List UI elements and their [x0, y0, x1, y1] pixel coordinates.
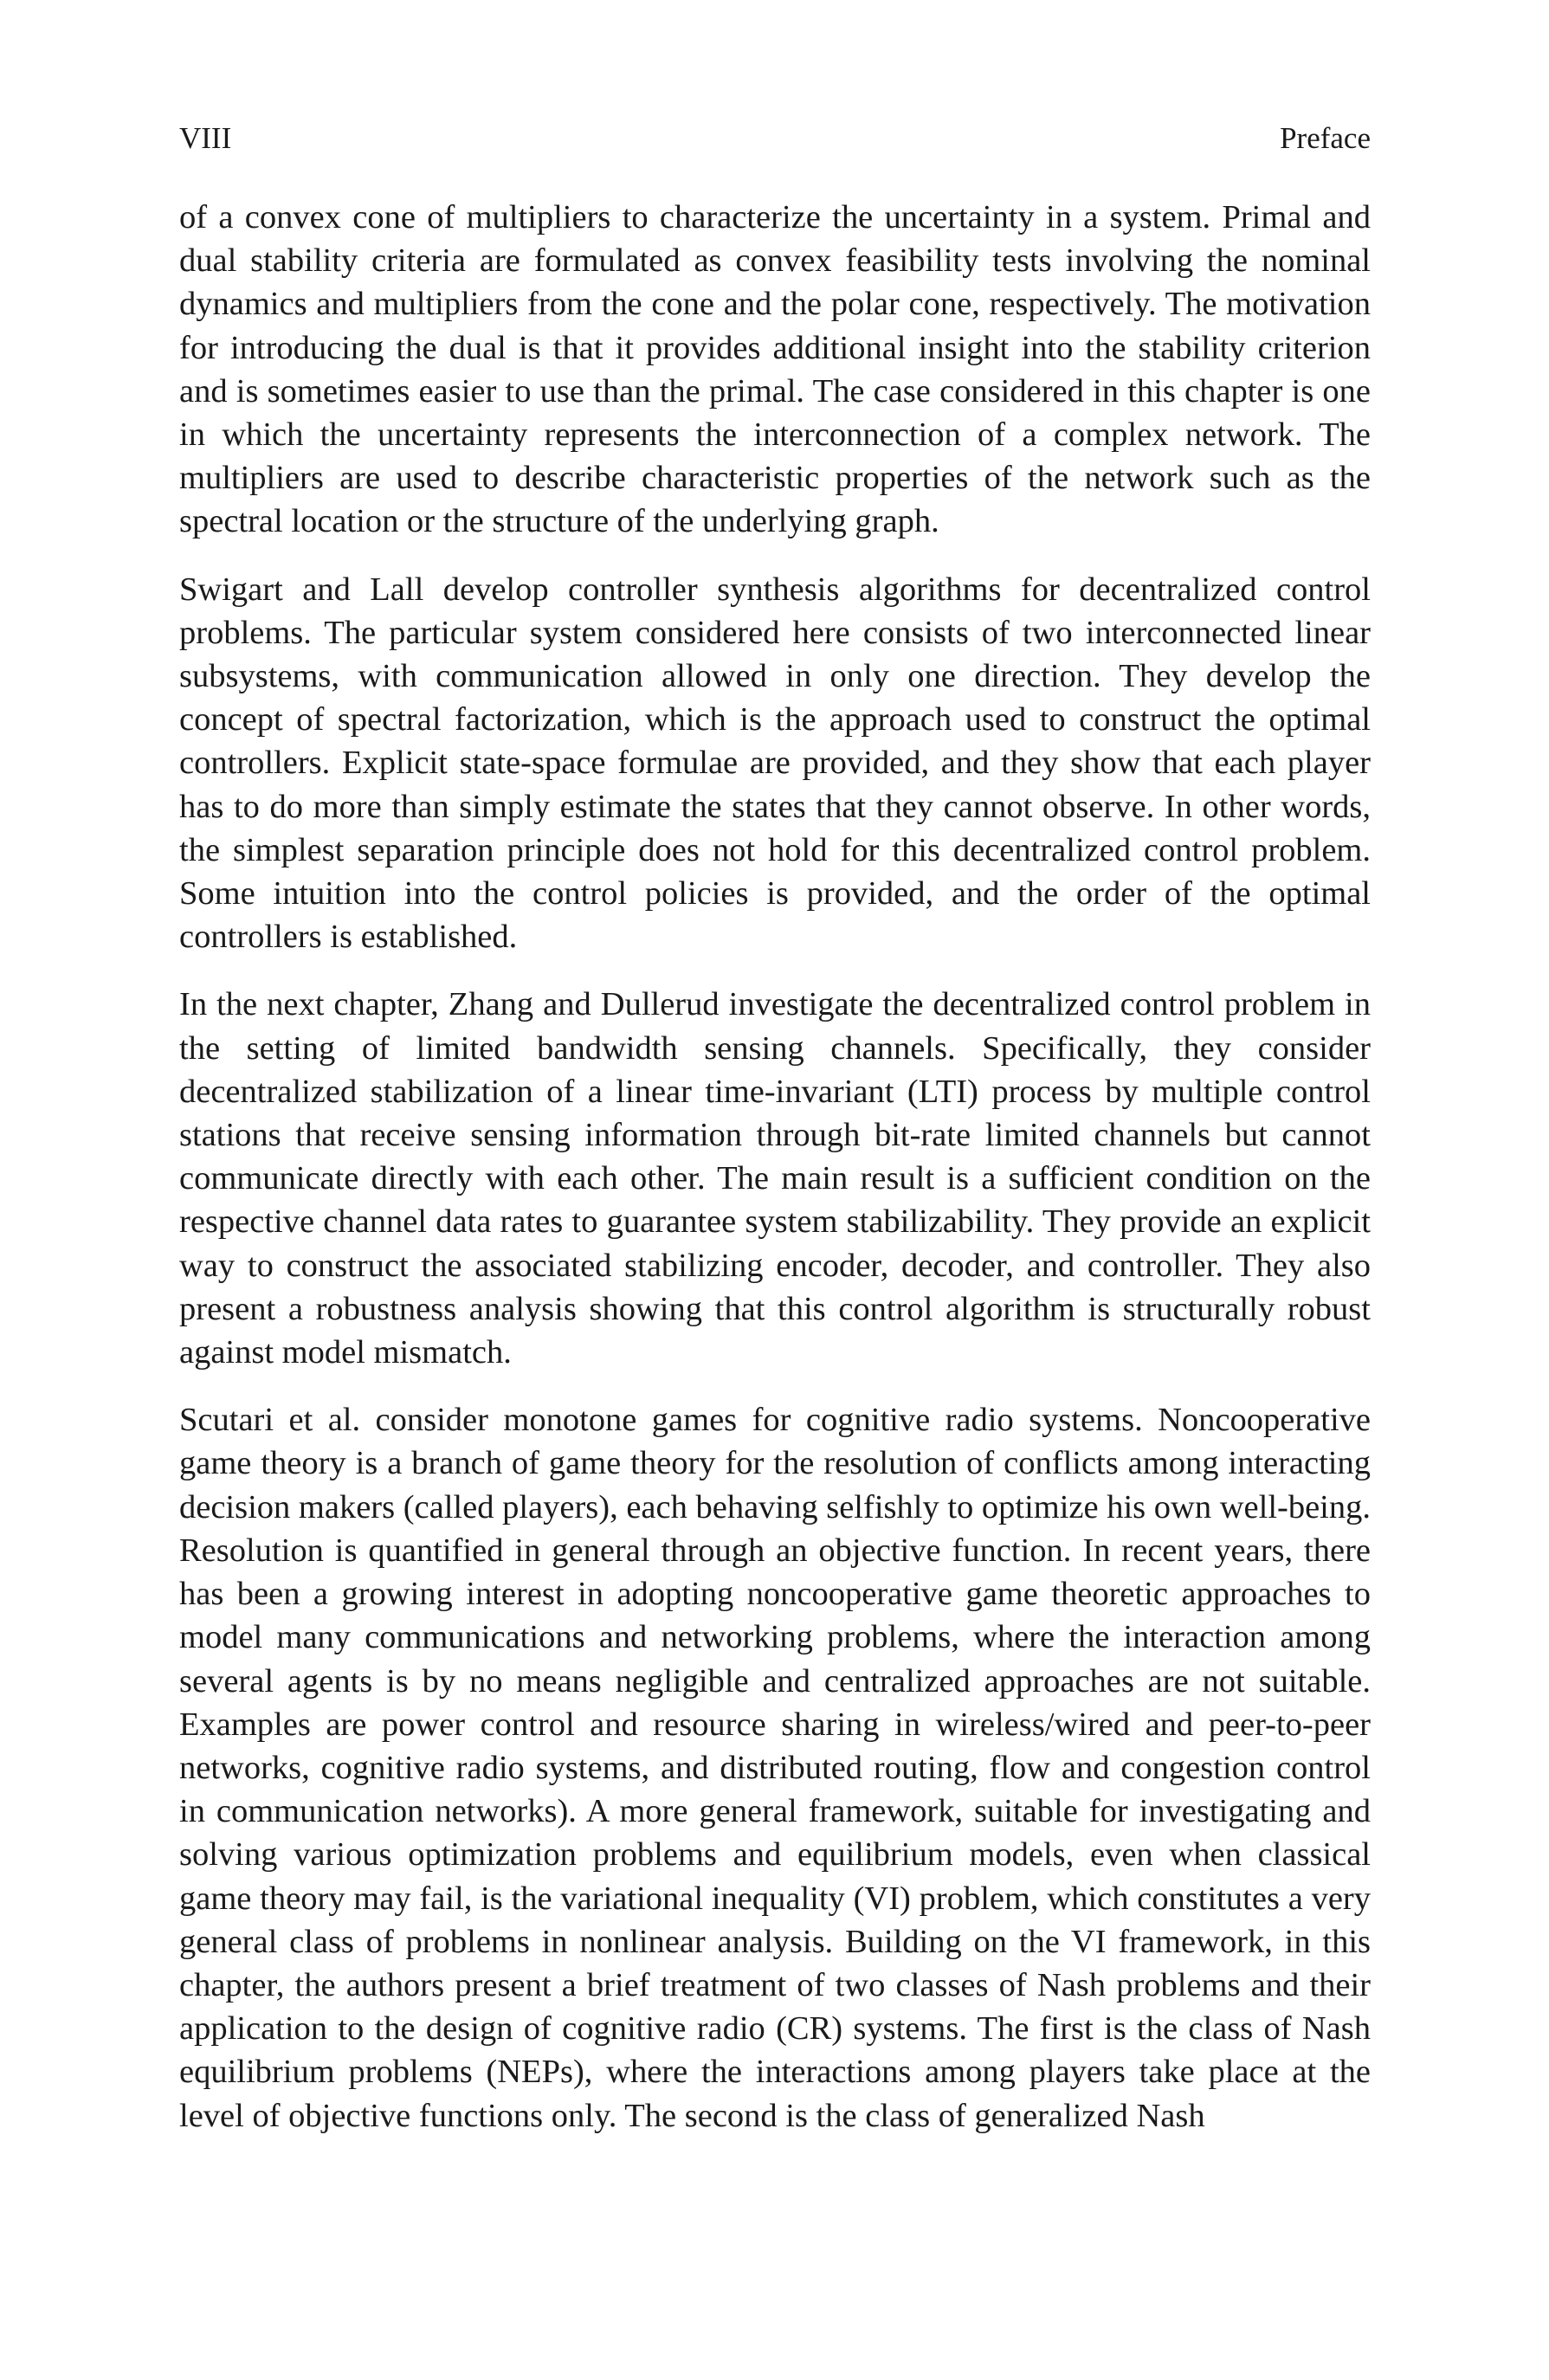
paragraph: In the next chapter, Zhang and Dullerud investigate the decentralized control problem in the setting of limited bandwidth sensing channels. Specifically, they consider decentralized stabilization of a linear time-invariant (LTI) process by multiple control stations that receive sensing information through bit-rate limited channels but cannot communicate directly with each other. The main result is a sufficient condition on the respective channel data rates to guarantee system stabilizability. They provide an explicit way to construct the associated stabilizing encoder, decoder, and controller. They also present a robustness analysis showing that this control algorithm is structurally robust against model mismatch. [179, 986, 1371, 1371]
paragraph: Scutari et al. consider monotone games for cognitive radio systems. Noncooperative game theory is a branch of game theory for the resolution of conflicts among interacting decision makers (called players), each behaving selfishly to optimize his own well-being. Resolution is quantified in general through an objective function. In recent years, there has been a growing interest in adopting noncooperative game theoretic approaches to model many communications and networking problems, where the interaction among several agents is by no means negligible and centralized approaches are not suitable. Examples are power control and resource sharing in wireless/wired and peer-to-peer networks, cognitive radio systems, and distributed routing, flow and congestion control in communication networks). A more general framework, suitable for investigating and solving various optimization problems and equilibrium models, even when classical game theory may fail, is the variational inequality (VI) problem, which constitutes a very general class of problems in nonlinear analysis. Building on the VI framework, in this chapter, the authors present a brief treatment of two classes of Nash problems and their application to the design of cognitive radio (CR) systems. The first is the class of Nash equilibrium problems (NEPs), where the interactions among players take place at the level of objective functions only. The second is the class of generalized Nash [179, 1402, 1371, 2134]
paragraph: of a convex cone of multipliers to characterize the uncertainty in a system. Primal and dual stability criteria are formulated as convex feasibility tests involving the nominal dynamics and multipliers from the cone and the polar cone, respectively. The motivation for introducing the dual is that it provides additional insight into the stability criterion and is sometimes easier to use than the primal. The case considered in this chapter is one in which the uncertainty represents the interconnection of a complex network. The multipliers are used to describe characteristic properties of the network such as the spectral location or the structure of the underlying graph. [179, 199, 1371, 540]
body-text [179, 196, 1371, 2138]
page-number: VIII [179, 121, 232, 155]
paragraph: Swigart and Lall develop controller synthesis algorithms for decentralized control problems. The particular system considered here consists of two interconnected linear subsystems, with communication allowed in only one direction. They develop the concept of spectral factorization, which is the approach used to construct the optimal controllers. Explicit state-space formulae are provided, and they show that each player has to do more than simply estimate the states that they cannot observe. In other words, the simplest separation principle does not hold for this decentralized control problem. Some intuition into the control policies is provided, and the order of the optimal controllers is established. [179, 571, 1371, 956]
running-head-title: Preface [1280, 121, 1371, 155]
